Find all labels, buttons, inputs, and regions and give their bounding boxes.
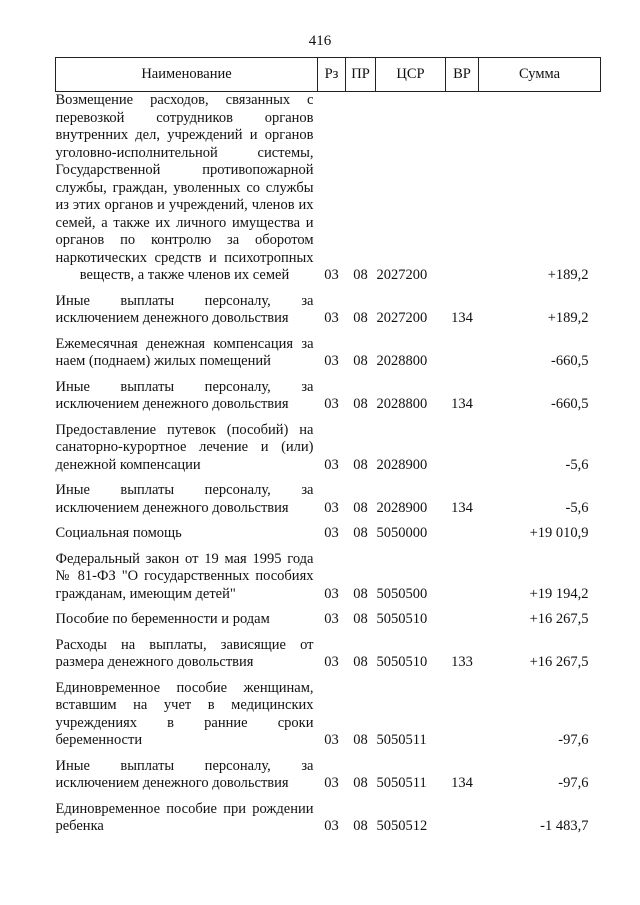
row-rz: 03	[324, 775, 339, 791]
row-pr: 08	[353, 732, 368, 748]
table-row	[56, 629, 601, 672]
row-pr: 08	[353, 353, 368, 369]
header-csr: ЦСР	[376, 58, 446, 92]
table-row	[56, 793, 601, 836]
row-rz: 03	[324, 732, 339, 748]
row-csr: 2028900	[376, 456, 428, 473]
header-vr: ВР	[446, 58, 479, 92]
row-csr: 5050512	[376, 818, 428, 834]
row-rz: 03	[324, 818, 339, 834]
table-row	[56, 603, 601, 629]
row-pr: 08	[353, 775, 368, 791]
row-name: Ежемесячная денежная компенсация за наем (поднаем) жилых помещений	[55, 335, 314, 369]
row-rz: 03	[324, 396, 339, 412]
budget-table	[55, 57, 601, 836]
row-name: Социальная помощь	[55, 525, 182, 541]
page-number: 416	[308, 33, 332, 49]
row-rz: 03	[324, 611, 339, 627]
row-rz: 03	[324, 499, 339, 516]
row-sum: +19 010,9	[529, 525, 589, 541]
header-sum: Сумма	[479, 58, 601, 92]
row-name: Пособие по беременности и родам	[55, 611, 270, 627]
row-rz: 03	[324, 525, 339, 541]
row-sum: -5,6	[565, 499, 589, 516]
table-row	[56, 285, 601, 328]
table-row	[56, 414, 601, 475]
table-header	[56, 58, 601, 92]
row-pr: 08	[353, 818, 368, 834]
row-vr	[446, 603, 479, 629]
row-vr: 133	[451, 654, 473, 670]
row-sum: -97,6	[558, 775, 589, 791]
row-rz: 03	[324, 267, 339, 283]
row-csr: 5050510	[376, 611, 428, 627]
row-name: Иные выплаты персоналу, за исключением денежного довольствия	[55, 482, 314, 516]
row-sum: -5,6	[565, 456, 589, 473]
row-vr	[446, 517, 479, 543]
table-row	[56, 474, 601, 517]
row-pr: 08	[353, 654, 368, 670]
row-csr: 2027200	[376, 267, 428, 283]
row-pr: 08	[353, 499, 368, 516]
row-sum: +16 267,5	[529, 654, 589, 670]
row-pr: 08	[353, 396, 368, 412]
row-pr: 08	[353, 456, 368, 473]
row-vr	[446, 543, 479, 604]
table-row	[56, 328, 601, 371]
row-rz: 03	[324, 585, 339, 602]
row-name: Предоставление путевок (пособий) на санаторно-курортное лечение и (или) денежной компенсации	[55, 421, 314, 473]
row-rz: 03	[324, 310, 339, 326]
header-pr: ПР	[346, 58, 376, 92]
row-rz: 03	[324, 353, 339, 369]
row-vr: 134	[451, 396, 473, 412]
row-name: Расходы на выплаты, зависящие от размера денежного довольствия	[55, 636, 314, 670]
row-sum: -97,6	[558, 732, 589, 748]
row-name: Иные выплаты персоналу, за исключением денежного довольствия	[55, 292, 314, 326]
row-vr: 134	[451, 775, 473, 791]
row-pr: 08	[353, 525, 368, 541]
row-name: Единовременное пособие женщинам, вставшим на учет в медицинских учреждениях в ранние сроки беременности	[55, 679, 314, 748]
row-csr: 2028900	[376, 499, 428, 516]
row-vr	[446, 793, 479, 836]
row-vr	[446, 414, 479, 475]
row-vr	[446, 92, 479, 285]
row-csr: 5050500	[376, 585, 428, 602]
row-vr: 134	[451, 310, 473, 326]
row-rz: 03	[324, 654, 339, 670]
row-pr: 08	[353, 267, 368, 283]
row-name: Иные выплаты персоналу, за исключением денежного довольствия	[55, 757, 314, 791]
table-row	[56, 750, 601, 793]
row-name: Возмещение расходов, связанных с перевозкой сотрудников органов внутренних дел, учреждений и органов уголовно-исполнительной системы, Государственной противопожарной службы, граждан, уволенных со службы из этих органов и учреждений, членов их семей, а также их личного имущества и органов по контролю за оборотом наркотических средств и психотропных веществ, а также членов их семей	[55, 92, 314, 283]
table-row	[56, 371, 601, 414]
row-vr: 134	[451, 499, 473, 516]
row-sum: -660,5	[551, 353, 589, 369]
table-row	[56, 92, 601, 285]
row-sum: -660,5	[551, 396, 589, 412]
header-name: Наименование	[56, 58, 318, 92]
row-csr: 5050511	[376, 775, 427, 791]
table-row	[56, 517, 601, 543]
row-csr: 2027200	[376, 310, 428, 326]
row-pr: 08	[353, 585, 368, 602]
row-pr: 08	[353, 611, 368, 627]
row-csr: 2028800	[376, 353, 428, 369]
row-csr: 2028800	[376, 396, 428, 412]
row-name: Федеральный закон от 19 мая 1995 года № 81-ФЗ "О государственных пособиях гражданам, имеющим детей"	[55, 550, 314, 602]
row-vr	[446, 672, 479, 750]
row-csr: 5050000	[376, 525, 428, 541]
row-sum: +16 267,5	[529, 611, 589, 627]
row-csr: 5050511	[376, 732, 427, 748]
table-row	[56, 543, 601, 604]
table-row	[56, 672, 601, 750]
row-vr	[446, 328, 479, 371]
row-name: Единовременное пособие при рождении ребенка	[55, 800, 314, 834]
row-sum: -1 483,7	[540, 818, 589, 834]
table-body	[56, 92, 601, 836]
row-sum: +189,2	[547, 267, 589, 283]
row-name: Иные выплаты персоналу, за исключением денежного довольствия	[55, 378, 314, 412]
row-csr: 5050510	[376, 654, 428, 670]
row-rz: 03	[324, 456, 339, 473]
row-pr: 08	[353, 310, 368, 326]
row-sum: +19 194,2	[529, 585, 589, 602]
header-rz: Рз	[318, 58, 346, 92]
row-sum: +189,2	[547, 310, 589, 326]
